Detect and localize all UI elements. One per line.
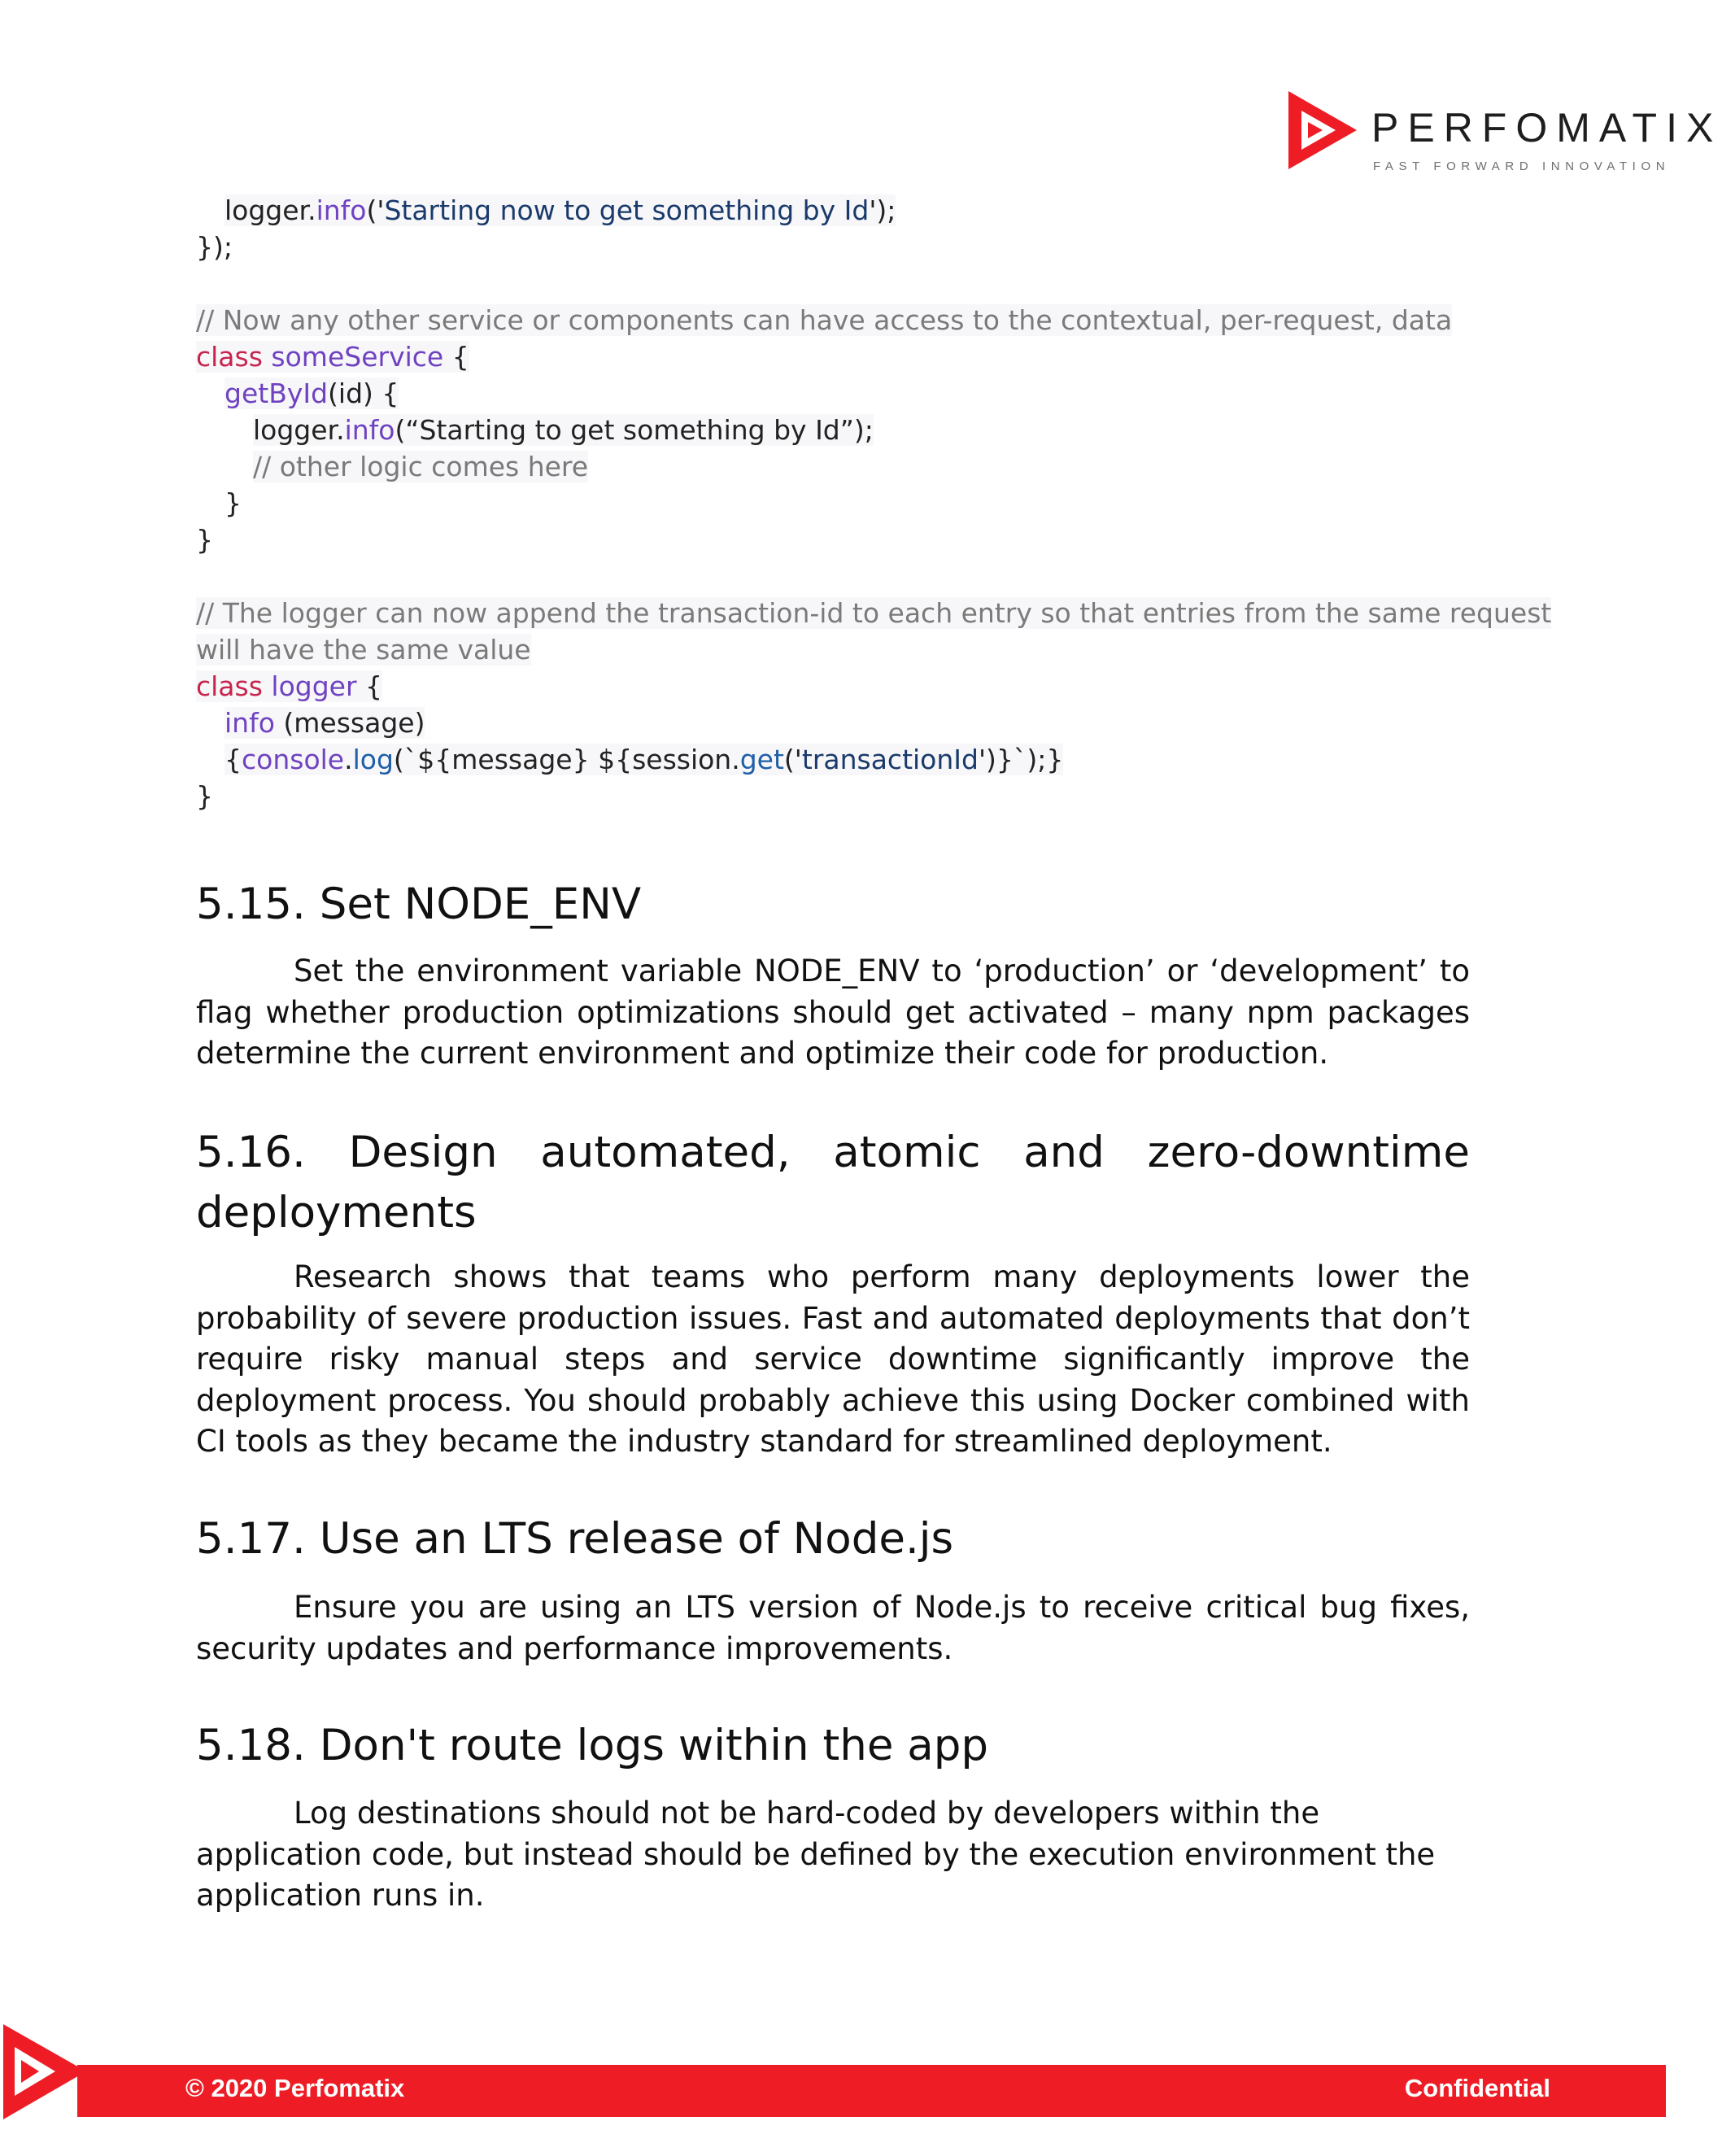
section-heading-5-16: 5.16. Design automated, atomic and zero-downtime deployments	[196, 1128, 1470, 1237]
perfomatix-play-icon	[1285, 88, 1360, 172]
footer-copyright: © 2020 Perfomatix	[185, 2074, 405, 2102]
section-body-5-15: Set the environment variable NODE_ENV to ‘production’ or ‘development’ to flag whether production optimizations should get activated – many npm packages determine the current environment and optimize their code for production.	[196, 954, 1470, 1071]
section-heading-5-18: 5.18. Don't route logs within the app	[196, 1721, 989, 1770]
logo-tagline: FAST FORWARD INNOVATION	[1373, 159, 1671, 173]
section-body-5-18: Log destinations should not be hard-coded by developers within the application code, but instead should be defined by the execution environment the application runs in.	[196, 1796, 1436, 1913]
code-comment: // other logic comes here	[253, 451, 589, 482]
code-line: logger.info('Starting now to get something by Id');	[225, 194, 896, 226]
footer-confidential: Confidential	[1404, 2074, 1550, 2102]
code-line: }	[196, 780, 213, 812]
perfomatix-logo	[1285, 88, 1722, 177]
code-comment: // The logger can now append the transaction-id to each entry so that entries from the same request	[196, 597, 1552, 629]
section-body-5-16: Research shows that teams who perform many deployments lower the probability of severe production issues. Fast and automated deployments that don’t require risky manual steps and service downtime significantly improve the deployment process. You should probably achieve this using Docker combined with CI tools as they became the industry standard for streamlined deployment.	[196, 1259, 1470, 1459]
code-line: {console.log(`${message} ${session.get('transactionId')}`);}	[225, 744, 1064, 775]
code-line: logger.info(“Starting to get something by Id”);	[253, 414, 874, 446]
section-heading-5-17: 5.17. Use an LTS release of Node.js	[196, 1514, 954, 1564]
code-line: class someService {	[196, 341, 469, 373]
code-comment: // Now any other service or components can have access to the contextual, per-request, data	[196, 304, 1453, 336]
section-heading-5-15: 5.15. Set NODE_ENV	[196, 879, 642, 929]
code-comment: will have the same value	[196, 634, 531, 666]
code-line: class logger {	[196, 670, 383, 702]
footer-play-icon	[0, 2021, 89, 2123]
code-line: getById(id) {	[225, 378, 399, 409]
code-line: info (message)	[225, 707, 425, 739]
section-body-5-17: Ensure you are using an LTS version of Node.js to receive critical bug fixes, security updates and performance improvements.	[196, 1590, 1470, 1666]
code-line: }	[196, 524, 213, 556]
code-line: }	[225, 487, 242, 519]
logo-wordmark: PERFOMATIX	[1371, 105, 1722, 151]
code-block	[196, 192, 1552, 814]
code-line: });	[196, 231, 233, 263]
